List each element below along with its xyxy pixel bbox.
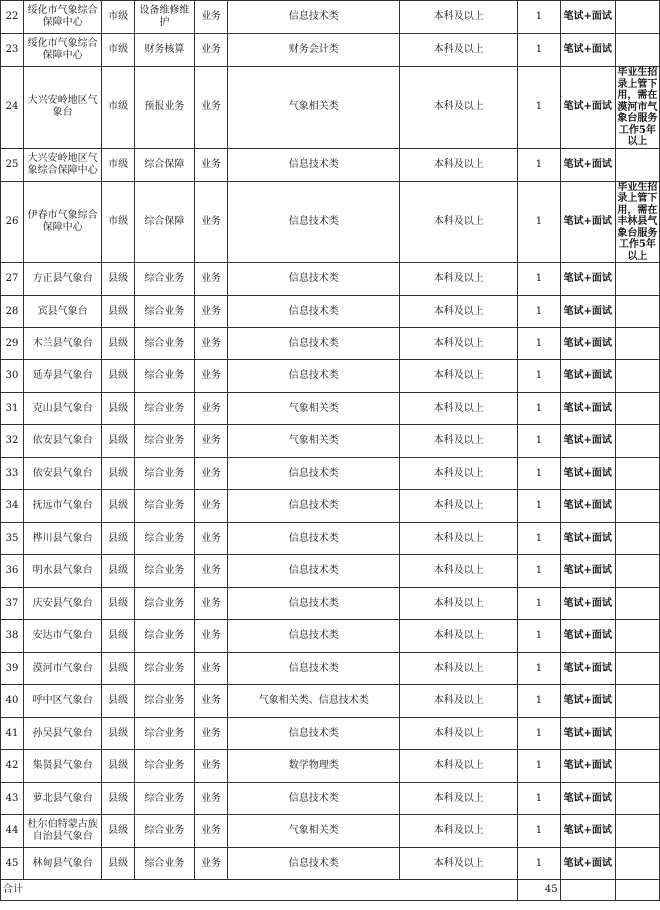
- post-type-cell: 业务: [194, 815, 227, 848]
- level-cell: 县级: [102, 425, 134, 458]
- exam-method-cell: 笔试+面试: [560, 67, 615, 149]
- level-cell: 县级: [102, 620, 134, 653]
- row-number-cell: 29: [1, 328, 24, 360]
- unit-cell: 抚远市气象台: [23, 490, 101, 523]
- note-cell: [615, 555, 659, 588]
- post-type-cell: 业务: [194, 458, 227, 490]
- unit-cell: 庆安县气象台: [23, 588, 101, 620]
- post-cell: 综合业务: [134, 750, 194, 783]
- headcount-cell: 1: [518, 1, 560, 34]
- education-cell: 本科及以上: [400, 588, 518, 620]
- row-number-cell: 44: [1, 815, 24, 848]
- unit-cell: 木兰县气象台: [23, 328, 101, 360]
- row-number-cell: 45: [1, 848, 24, 880]
- level-cell: 县级: [102, 360, 134, 393]
- post-type-cell: 业务: [194, 67, 227, 149]
- total-empty-cell: [615, 880, 659, 901]
- exam-method-cell: 笔试+面试: [560, 653, 615, 685]
- row-number-cell: 42: [1, 750, 24, 783]
- headcount-cell: 1: [518, 148, 560, 181]
- table-row: [1, 181, 660, 263]
- unit-cell: 杜尔伯特蒙古族自治县气象台: [23, 815, 101, 848]
- level-cell: 县级: [102, 490, 134, 523]
- headcount-cell: 1: [518, 458, 560, 490]
- major-cell: 气象相关类: [228, 67, 400, 149]
- post-type-cell: 业务: [194, 620, 227, 653]
- post-type-cell: 业务: [194, 181, 227, 263]
- education-cell: 本科及以上: [400, 815, 518, 848]
- exam-method-cell: 笔试+面试: [560, 181, 615, 263]
- headcount-cell: 1: [518, 620, 560, 653]
- post-cell: 综合业务: [134, 490, 194, 523]
- headcount-cell: 1: [518, 263, 560, 296]
- post-cell: 综合业务: [134, 263, 194, 296]
- major-cell: 信息技术类: [228, 523, 400, 555]
- level-cell: 市级: [102, 181, 134, 263]
- level-cell: 县级: [102, 263, 134, 296]
- headcount-cell: 1: [518, 490, 560, 523]
- post-cell: 财务核算: [134, 34, 194, 67]
- education-cell: 本科及以上: [400, 425, 518, 458]
- row-number-cell: 31: [1, 393, 24, 425]
- post-type-cell: 业务: [194, 555, 227, 588]
- headcount-cell: 1: [518, 296, 560, 328]
- headcount-cell: 1: [518, 555, 560, 588]
- row-number-cell: 30: [1, 360, 24, 393]
- major-cell: 信息技术类: [228, 783, 400, 815]
- education-cell: 本科及以上: [400, 523, 518, 555]
- row-number-cell: 36: [1, 555, 24, 588]
- note-cell: [615, 148, 659, 181]
- note-cell: [615, 328, 659, 360]
- unit-cell: 明水县气象台: [23, 555, 101, 588]
- post-cell: 综合业务: [134, 653, 194, 685]
- post-cell: 综合业务: [134, 555, 194, 588]
- post-cell: 综合业务: [134, 718, 194, 750]
- note-cell: [615, 815, 659, 848]
- exam-method-cell: 笔试+面试: [560, 685, 615, 718]
- table-row: [1, 848, 660, 880]
- headcount-cell: 1: [518, 523, 560, 555]
- major-cell: 信息技术类: [228, 848, 400, 880]
- note-cell: [615, 685, 659, 718]
- major-cell: 信息技术类: [228, 653, 400, 685]
- headcount-cell: 1: [518, 360, 560, 393]
- table-row: [1, 360, 660, 393]
- table-row: [1, 783, 660, 815]
- headcount-cell: 1: [518, 815, 560, 848]
- table-row: [1, 425, 660, 458]
- education-cell: 本科及以上: [400, 490, 518, 523]
- row-number-cell: 28: [1, 296, 24, 328]
- table-row: [1, 393, 660, 425]
- education-cell: 本科及以上: [400, 620, 518, 653]
- headcount-cell: 1: [518, 181, 560, 263]
- post-cell: 综合业务: [134, 523, 194, 555]
- row-number-cell: 41: [1, 718, 24, 750]
- table-row: [1, 263, 660, 296]
- level-cell: 县级: [102, 750, 134, 783]
- education-cell: 本科及以上: [400, 181, 518, 263]
- post-type-cell: 业务: [194, 425, 227, 458]
- education-cell: 本科及以上: [400, 555, 518, 588]
- level-cell: 县级: [102, 815, 134, 848]
- table-row: [1, 458, 660, 490]
- level-cell: 县级: [102, 685, 134, 718]
- post-cell: 综合保障: [134, 181, 194, 263]
- exam-method-cell: 笔试+面试: [560, 555, 615, 588]
- unit-cell: 延寿县气象台: [23, 360, 101, 393]
- exam-method-cell: 笔试+面试: [560, 360, 615, 393]
- unit-cell: 宾县气象台: [23, 296, 101, 328]
- post-cell: 综合业务: [134, 588, 194, 620]
- major-cell: 财务会计类: [228, 34, 400, 67]
- headcount-cell: 1: [518, 328, 560, 360]
- row-number-cell: 33: [1, 458, 24, 490]
- education-cell: 本科及以上: [400, 750, 518, 783]
- major-cell: 信息技术类: [228, 1, 400, 34]
- education-cell: 本科及以上: [400, 360, 518, 393]
- headcount-cell: 1: [518, 848, 560, 880]
- total-row: [1, 880, 660, 901]
- exam-method-cell: 笔试+面试: [560, 750, 615, 783]
- unit-cell: 依安县气象台: [23, 458, 101, 490]
- table-row: [1, 718, 660, 750]
- education-cell: 本科及以上: [400, 783, 518, 815]
- note-cell: [615, 523, 659, 555]
- unit-cell: 桦川县气象台: [23, 523, 101, 555]
- major-cell: 信息技术类: [228, 328, 400, 360]
- unit-cell: 呼中区气象台: [23, 685, 101, 718]
- level-cell: 市级: [102, 148, 134, 181]
- note-cell: [615, 783, 659, 815]
- exam-method-cell: 笔试+面试: [560, 458, 615, 490]
- level-cell: 县级: [102, 296, 134, 328]
- level-cell: 市级: [102, 67, 134, 149]
- post-cell: 预报业务: [134, 67, 194, 149]
- note-cell: [615, 490, 659, 523]
- table-row: [1, 148, 660, 181]
- unit-cell: 安达市气象台: [23, 620, 101, 653]
- table-row: [1, 328, 660, 360]
- exam-method-cell: 笔试+面试: [560, 34, 615, 67]
- table-row: [1, 296, 660, 328]
- major-cell: 气象相关类: [228, 815, 400, 848]
- table-row: [1, 67, 660, 149]
- note-cell: [615, 750, 659, 783]
- total-empty-cell: [560, 880, 615, 901]
- exam-method-cell: 笔试+面试: [560, 490, 615, 523]
- exam-method-cell: 笔试+面试: [560, 815, 615, 848]
- unit-cell: 绥化市气象综合保障中心: [23, 1, 101, 34]
- row-number-cell: 43: [1, 783, 24, 815]
- post-type-cell: 业务: [194, 34, 227, 67]
- row-number-cell: 32: [1, 425, 24, 458]
- exam-method-cell: 笔试+面试: [560, 588, 615, 620]
- headcount-cell: 1: [518, 34, 560, 67]
- post-cell: 综合业务: [134, 296, 194, 328]
- education-cell: 本科及以上: [400, 718, 518, 750]
- post-cell: 综合业务: [134, 848, 194, 880]
- major-cell: 信息技术类: [228, 360, 400, 393]
- table-row: [1, 653, 660, 685]
- major-cell: 信息技术类: [228, 620, 400, 653]
- total-count: 45: [518, 880, 560, 901]
- note-cell: [615, 393, 659, 425]
- row-number-cell: 40: [1, 685, 24, 718]
- exam-method-cell: 笔试+面试: [560, 783, 615, 815]
- row-number-cell: 24: [1, 67, 24, 149]
- major-cell: 信息技术类: [228, 181, 400, 263]
- post-type-cell: 业务: [194, 523, 227, 555]
- note-cell: [615, 34, 659, 67]
- exam-method-cell: 笔试+面试: [560, 425, 615, 458]
- education-cell: 本科及以上: [400, 328, 518, 360]
- major-cell: 数学物理类: [228, 750, 400, 783]
- row-number-cell: 38: [1, 620, 24, 653]
- post-cell: 综合保障: [134, 148, 194, 181]
- post-cell: 设备维修维护: [134, 1, 194, 34]
- major-cell: 信息技术类: [228, 296, 400, 328]
- row-number-cell: 26: [1, 181, 24, 263]
- level-cell: 县级: [102, 653, 134, 685]
- note-cell: [615, 588, 659, 620]
- row-number-cell: 35: [1, 523, 24, 555]
- post-cell: 综合业务: [134, 360, 194, 393]
- unit-cell: 克山县气象台: [23, 393, 101, 425]
- level-cell: 县级: [102, 718, 134, 750]
- unit-cell: 方正县气象台: [23, 263, 101, 296]
- education-cell: 本科及以上: [400, 34, 518, 67]
- post-type-cell: 业务: [194, 848, 227, 880]
- major-cell: 信息技术类: [228, 458, 400, 490]
- headcount-cell: 1: [518, 718, 560, 750]
- education-cell: 本科及以上: [400, 296, 518, 328]
- education-cell: 本科及以上: [400, 458, 518, 490]
- note-cell: [615, 296, 659, 328]
- exam-method-cell: 笔试+面试: [560, 263, 615, 296]
- post-cell: 综合业务: [134, 685, 194, 718]
- exam-method-cell: 笔试+面试: [560, 148, 615, 181]
- level-cell: 县级: [102, 588, 134, 620]
- row-number-cell: 27: [1, 263, 24, 296]
- post-type-cell: 业务: [194, 360, 227, 393]
- unit-cell: 集贤县气象台: [23, 750, 101, 783]
- note-cell: [615, 653, 659, 685]
- post-type-cell: 业务: [194, 328, 227, 360]
- education-cell: 本科及以上: [400, 653, 518, 685]
- level-cell: 县级: [102, 783, 134, 815]
- post-type-cell: 业务: [194, 393, 227, 425]
- headcount-cell: 1: [518, 653, 560, 685]
- note-cell: [615, 263, 659, 296]
- headcount-cell: 1: [518, 67, 560, 149]
- unit-cell: 萝北县气象台: [23, 783, 101, 815]
- exam-method-cell: 笔试+面试: [560, 620, 615, 653]
- exam-method-cell: 笔试+面试: [560, 718, 615, 750]
- education-cell: 本科及以上: [400, 685, 518, 718]
- row-number-cell: 23: [1, 34, 24, 67]
- row-number-cell: 39: [1, 653, 24, 685]
- education-cell: 本科及以上: [400, 67, 518, 149]
- table-row: [1, 815, 660, 848]
- table-row: [1, 685, 660, 718]
- level-cell: 县级: [102, 848, 134, 880]
- level-cell: 市级: [102, 34, 134, 67]
- note-cell: 毕业生招录上管下用，需在丰林县气象台服务工作5年以上: [615, 181, 659, 263]
- note-cell: [615, 848, 659, 880]
- post-type-cell: 业务: [194, 148, 227, 181]
- headcount-cell: 1: [518, 750, 560, 783]
- post-cell: 综合业务: [134, 783, 194, 815]
- post-type-cell: 业务: [194, 1, 227, 34]
- major-cell: 信息技术类: [228, 555, 400, 588]
- major-cell: 气象相关类: [228, 425, 400, 458]
- post-type-cell: 业务: [194, 490, 227, 523]
- note-cell: [615, 1, 659, 34]
- unit-cell: 漠河市气象台: [23, 653, 101, 685]
- row-number-cell: 37: [1, 588, 24, 620]
- total-label: 合计: [1, 880, 518, 901]
- note-cell: 毕业生招录上管下用，需在漠河市气象台服务工作5年以上: [615, 67, 659, 149]
- note-cell: [615, 458, 659, 490]
- table-row: [1, 34, 660, 67]
- level-cell: 县级: [102, 523, 134, 555]
- post-type-cell: 业务: [194, 653, 227, 685]
- table-row: [1, 523, 660, 555]
- post-cell: 综合业务: [134, 425, 194, 458]
- unit-cell: 绥化市气象综合保障中心: [23, 34, 101, 67]
- exam-method-cell: 笔试+面试: [560, 1, 615, 34]
- unit-cell: 伊春市气象综合保障中心: [23, 181, 101, 263]
- headcount-cell: 1: [518, 783, 560, 815]
- level-cell: 县级: [102, 555, 134, 588]
- row-number-cell: 22: [1, 1, 24, 34]
- major-cell: 信息技术类: [228, 148, 400, 181]
- major-cell: 信息技术类: [228, 718, 400, 750]
- major-cell: 信息技术类: [228, 588, 400, 620]
- exam-method-cell: 笔试+面试: [560, 523, 615, 555]
- post-cell: 综合业务: [134, 815, 194, 848]
- table-row: [1, 1, 660, 34]
- major-cell: 信息技术类: [228, 490, 400, 523]
- unit-cell: 孙吴县气象台: [23, 718, 101, 750]
- level-cell: 市级: [102, 1, 134, 34]
- major-cell: 气象相关类、信息技术类: [228, 685, 400, 718]
- table-row: [1, 750, 660, 783]
- post-type-cell: 业务: [194, 750, 227, 783]
- headcount-cell: 1: [518, 425, 560, 458]
- post-type-cell: 业务: [194, 263, 227, 296]
- education-cell: 本科及以上: [400, 1, 518, 34]
- row-number-cell: 25: [1, 148, 24, 181]
- post-type-cell: 业务: [194, 588, 227, 620]
- table-body: [1, 1, 660, 901]
- headcount-cell: 1: [518, 588, 560, 620]
- exam-method-cell: 笔试+面试: [560, 296, 615, 328]
- exam-method-cell: 笔试+面试: [560, 328, 615, 360]
- education-cell: 本科及以上: [400, 263, 518, 296]
- note-cell: [615, 718, 659, 750]
- level-cell: 县级: [102, 458, 134, 490]
- exam-method-cell: 笔试+面试: [560, 393, 615, 425]
- note-cell: [615, 620, 659, 653]
- unit-cell: 大兴安岭地区气象综合保障中心: [23, 148, 101, 181]
- education-cell: 本科及以上: [400, 848, 518, 880]
- post-cell: 综合业务: [134, 393, 194, 425]
- education-cell: 本科及以上: [400, 393, 518, 425]
- note-cell: [615, 425, 659, 458]
- table-row: [1, 490, 660, 523]
- table-row: [1, 588, 660, 620]
- level-cell: 县级: [102, 393, 134, 425]
- post-type-cell: 业务: [194, 296, 227, 328]
- level-cell: 县级: [102, 328, 134, 360]
- table-row: [1, 555, 660, 588]
- post-type-cell: 业务: [194, 718, 227, 750]
- education-cell: 本科及以上: [400, 148, 518, 181]
- post-type-cell: 业务: [194, 783, 227, 815]
- post-cell: 综合业务: [134, 328, 194, 360]
- post-type-cell: 业务: [194, 685, 227, 718]
- exam-method-cell: 笔试+面试: [560, 848, 615, 880]
- post-cell: 综合业务: [134, 458, 194, 490]
- note-cell: [615, 360, 659, 393]
- headcount-cell: 1: [518, 393, 560, 425]
- major-cell: 信息技术类: [228, 263, 400, 296]
- row-number-cell: 34: [1, 490, 24, 523]
- unit-cell: 依安县气象台: [23, 425, 101, 458]
- table-row: [1, 620, 660, 653]
- unit-cell: 林甸县气象台: [23, 848, 101, 880]
- headcount-cell: 1: [518, 685, 560, 718]
- major-cell: 气象相关类: [228, 393, 400, 425]
- post-cell: 综合业务: [134, 620, 194, 653]
- unit-cell: 大兴安岭地区气象台: [23, 67, 101, 149]
